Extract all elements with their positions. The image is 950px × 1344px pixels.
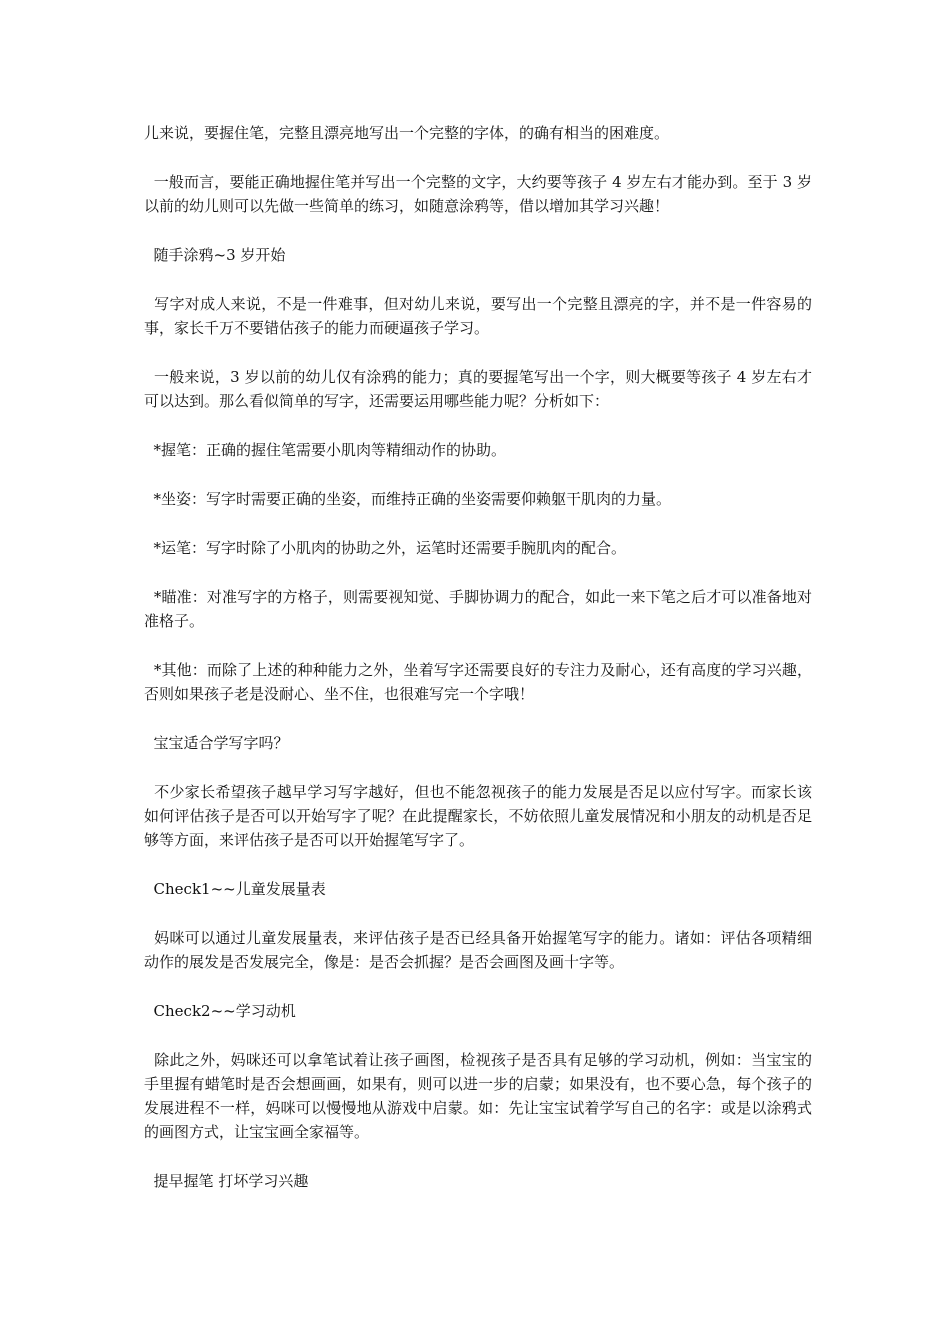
paragraph: 儿来说，要握住笔，完整且漂亮地写出一个完整的字体，的确有相当的困难度。 [144, 124, 670, 142]
list-item: *其他：而除了上述的种种能力之外，坐着写字还需要良好的专注力及耐心，还有高度的学习兴趣，否则如果孩子老是没耐心、坐不住，也很难写完一个字哦！ [144, 661, 812, 703]
section-heading: 提早握笔 打坏学习兴趣 [144, 1172, 309, 1190]
paragraph: 一般而言，要能正确地握住笔并写出一个完整的文字，大约要等孩子 4 岁左右才能办到。至于 3 岁以前的幼儿则可以先做一些简单的练习，如随意涂鸦等，借以增加其学习兴趣！ [144, 173, 812, 215]
paragraph: 妈咪可以通过儿童发展量表，来评估孩子是否已经具备开始握笔写字的能力。诸如：评估各项精细动作的展发是否发展完全，像是：是否会抓握？是否会画图及画十字等。 [144, 929, 812, 971]
list-item: *握笔：正确的握住笔需要小肌肉等精细动作的协助。 [144, 441, 507, 459]
section-heading: 宝宝适合学写字吗？ [144, 734, 289, 752]
section-heading: Check2~~学习动机 [144, 1002, 296, 1020]
list-item: *运笔：写字时除了小肌肉的协助之外，运笔时还需要手腕肌肉的配合。 [144, 539, 627, 557]
list-item: *坐姿：写字时需要正确的坐姿，而维持正确的坐姿需要仰赖躯干肌肉的力量。 [144, 490, 672, 508]
section-heading: Check1~~儿童发展量表 [144, 880, 326, 898]
document-page [144, 121, 812, 1193]
paragraph: 除此之外，妈咪还可以拿笔试着让孩子画图，检视孩子是否具有足够的学习动机，例如：当宝宝的手里握有蜡笔时是否会想画画，如果有，则可以进一步的启蒙；如果没有，也不要心急，每个孩子的发展进程不一样，妈咪可以慢慢地从游戏中启蒙。如：先让宝宝试着学写自己的名字：或是以涂鸦式的画图方式，让宝宝画全家福等。 [144, 1051, 812, 1141]
paragraph: 写字对成人来说，不是一件难事，但对幼儿来说，要写出一个完整且漂亮的字，并不是一件容易的事，家长千万不要错估孩子的能力而硬逼孩子学习。 [144, 295, 812, 337]
paragraph: 一般来说，3 岁以前的幼儿仅有涂鸦的能力；真的要握笔写出一个字，则大概要等孩子 4 岁左右才可以达到。那么看似简单的写字，还需要运用哪些能力呢？分析如下： [144, 368, 812, 410]
section-heading: 随手涂鸦~3 岁开始 [144, 246, 286, 264]
list-item: *瞄准：对准写字的方格子，则需要视知觉、手脚协调力的配合，如此一来下笔之后才可以准备地对准格子。 [144, 588, 812, 630]
paragraph: 不少家长希望孩子越早学习写字越好，但也不能忽视孩子的能力发展是否足以应付写字。而家长该如何评估孩子是否可以开始写字了呢？在此提醒家长，不妨依照儿童发展情况和小朋友的动机是否足够等方面，来评估孩子是否可以开始握笔写字了。 [144, 783, 812, 849]
